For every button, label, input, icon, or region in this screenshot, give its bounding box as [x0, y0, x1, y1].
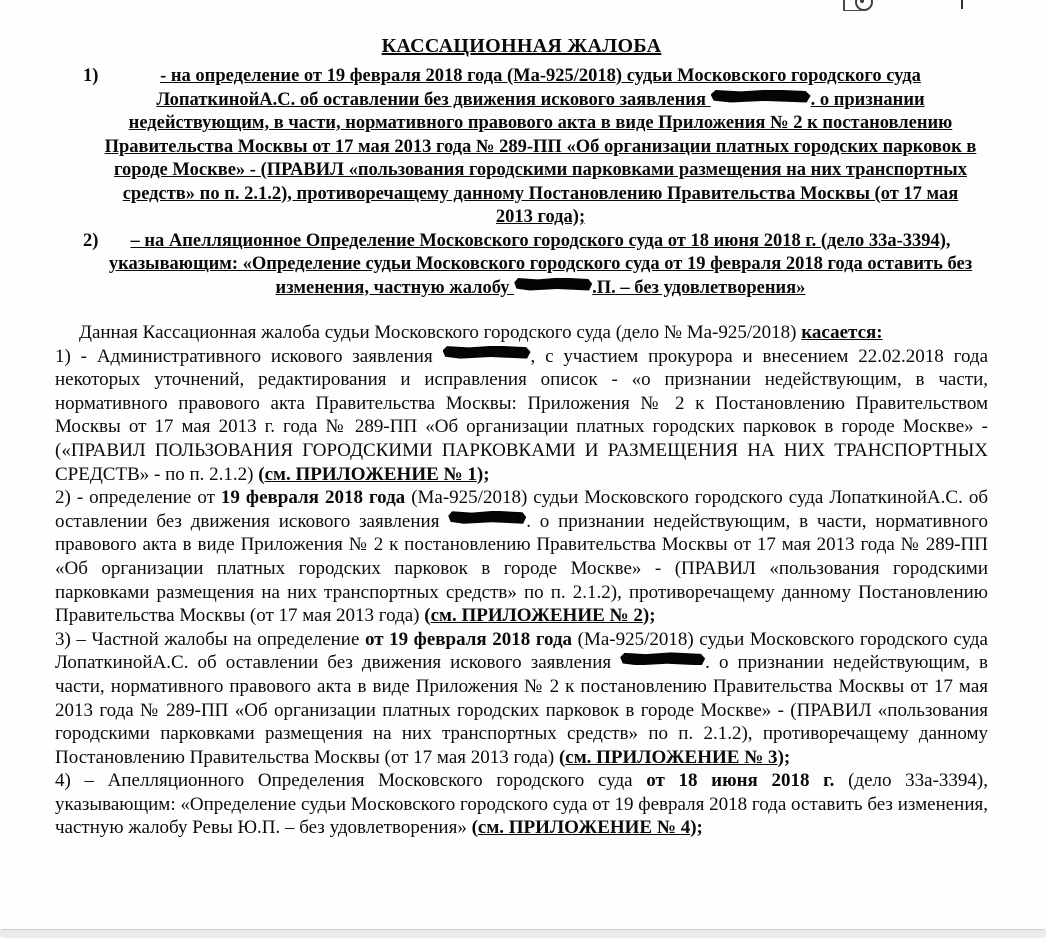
paragraph-intro: [55, 321, 988, 345]
text-run: 3) – Частной жалобы на определение: [55, 628, 365, 650]
paragraph-item-1: [55, 345, 988, 487]
redaction-mark: [711, 90, 811, 103]
screenshot-tool-icon[interactable]: [842, 0, 880, 11]
document-body: [55, 321, 988, 840]
redaction-mark: [443, 346, 531, 359]
text-run: (дело 33а-3394), указывающим: «Определение судьи Московского городского суда от 19 февраля 2018 года оставить без изменения, частную жалобу Ревы Ю.П. – без удовлетворения»: [55, 770, 989, 839]
text-run: (: [258, 463, 265, 485]
text-run: .П. – без удовлетворения»: [592, 277, 806, 298]
header-item-2-text: [103, 230, 978, 301]
text-run: - на определение от 19 февраля 2018 года (Ма-925/2018) судьи Московского городского суда ЛопаткинойА.С. об оставлении без движения искового заявления: [156, 66, 921, 110]
text-run: (: [424, 605, 431, 627]
text-run: . о признании недействующим, в части, нормативного правового акта в виде Приложения № 2 к постановлению Правительства Москвы от 17 мая 2013 года № 289-ПП «Об организации платных городских парковок в городе Москве» - (ПРАВИЛ «пользования городскими парковками размещения на них транспортных средств» по п. 2.1.2), противоречащему данному Постановлению Правительства Москвы (от 17 мая 2013 года): [55, 652, 988, 768]
redaction-mark: [514, 278, 592, 291]
text-run: см. ПРИЛОЖЕНИЕ № 1: [264, 463, 477, 485]
text-run: );: [690, 817, 703, 839]
text-run: , с участием прокурора и внесением 22.02.2018 года некоторых уточнений, редактирования и исправления описок - «о признании недействующим, в части, нормативного правового акта Правительства Москвы: Приложения № 2 к Постановлению Правительством Москвы от 17 мая 2013 г. года № 289-ПП «Об организации платных городских парковок в городе Москве» - («ПРАВИЛ ПОЛЬЗОВАНИЯ ГОРОДСКИМИ ПАРКОВКАМИ И РАЗМЕЩЕНИЯ НА НИХ ТРАНСПОРТНЫХ СРЕДСТВ» - по п. 2.1.2): [55, 345, 989, 485]
text-run: – на Апелляционное Определение Московского городского суда от 18 июня 2018 г. (дело 33а-3394), указывающим: «Определение судьи Московского городского суда от 19 февраля 2018 года оставить без изменения, частную жалобу: [108, 230, 973, 298]
text-run: );: [476, 463, 490, 485]
text-cursor: [961, 0, 963, 9]
text-run: 4) – Апелляционного Определения Московского городского суда: [55, 770, 647, 792]
horizontal-scrollbar[interactable]: [0, 929, 1046, 938]
header-item-2-number: 2): [83, 230, 99, 251]
text-run: 19 февраля 2018 года: [220, 487, 406, 509]
redaction-mark: [620, 652, 705, 665]
header-item-1-text: [103, 65, 978, 230]
text-run: (Ма-925/2018) судьи Московского городского суда ЛопаткинойА.С. об оставлении без движения искового заявления: [55, 628, 988, 674]
text-run: (: [471, 817, 478, 839]
redaction-mark: [448, 511, 526, 524]
document-content: [55, 34, 988, 840]
text-run: от 19 февраля 2018 года: [364, 628, 573, 650]
text-run: см. ПРИЛОЖЕНИЕ № 2: [430, 605, 643, 627]
text-run: );: [642, 605, 656, 627]
text-run: 1) - Административного искового заявления: [55, 345, 443, 367]
text-run: 2) - определение от: [55, 487, 221, 509]
text-run: касается:: [801, 322, 883, 343]
text-run: . о признании недействующим, в части, нормативного правового акта в виде Приложения № 2 к постановлению Правительства Москвы от 17 мая 2013 года № 289-ПП «Об организации платных городских парковок в городе Москве» - (ПРАВИЛ «пользования городскими парковками размещения на них транспортных средств» по п. 2.1.2), противоречащему данному Постановлению Правительства Москвы (от 17 мая 2013 года);: [104, 89, 977, 227]
text-run: от 18 июня 2018 г.: [646, 770, 835, 792]
text-run: (: [558, 746, 566, 768]
text-run: (Ма-925/2018) судьи Московского городского суда ЛопаткинойА.С. об оставлении без движения искового заявления: [55, 487, 989, 532]
header-item-2: [55, 230, 988, 301]
text-run: . о признании недействующим, в части, нормативного правового акта в виде Приложения № 2 к постановлению Правительства Москвы от 17 мая 2013 года № 289-ПП «Об организации платных городских парковок в городе Москве» - (ПРАВИЛ «пользования городскими парковками размещения на них транспортных средств» по п. 2.1.2), противоречащему данному Постановлению Правительства Москвы (от 17 мая 2013 года): [55, 510, 988, 627]
paragraph-item-4: [55, 769, 988, 840]
text-run: );: [777, 746, 791, 768]
text-run: см. ПРИЛОЖЕНИЕ № 4: [477, 817, 691, 839]
text-run: см. ПРИЛОЖЕНИЕ № 3: [565, 746, 778, 768]
document-title: КАССАЦИОННАЯ ЖАЛОБА: [381, 35, 662, 57]
header-item-1: [55, 65, 988, 230]
text-run: Данная Кассационная жалоба судьи Московского городского суда (дело № Ма-925/2018): [79, 322, 802, 343]
header-item-1-number: 1): [83, 66, 99, 86]
paragraph-item-2: [55, 486, 988, 628]
paragraph-item-3: [55, 628, 988, 770]
